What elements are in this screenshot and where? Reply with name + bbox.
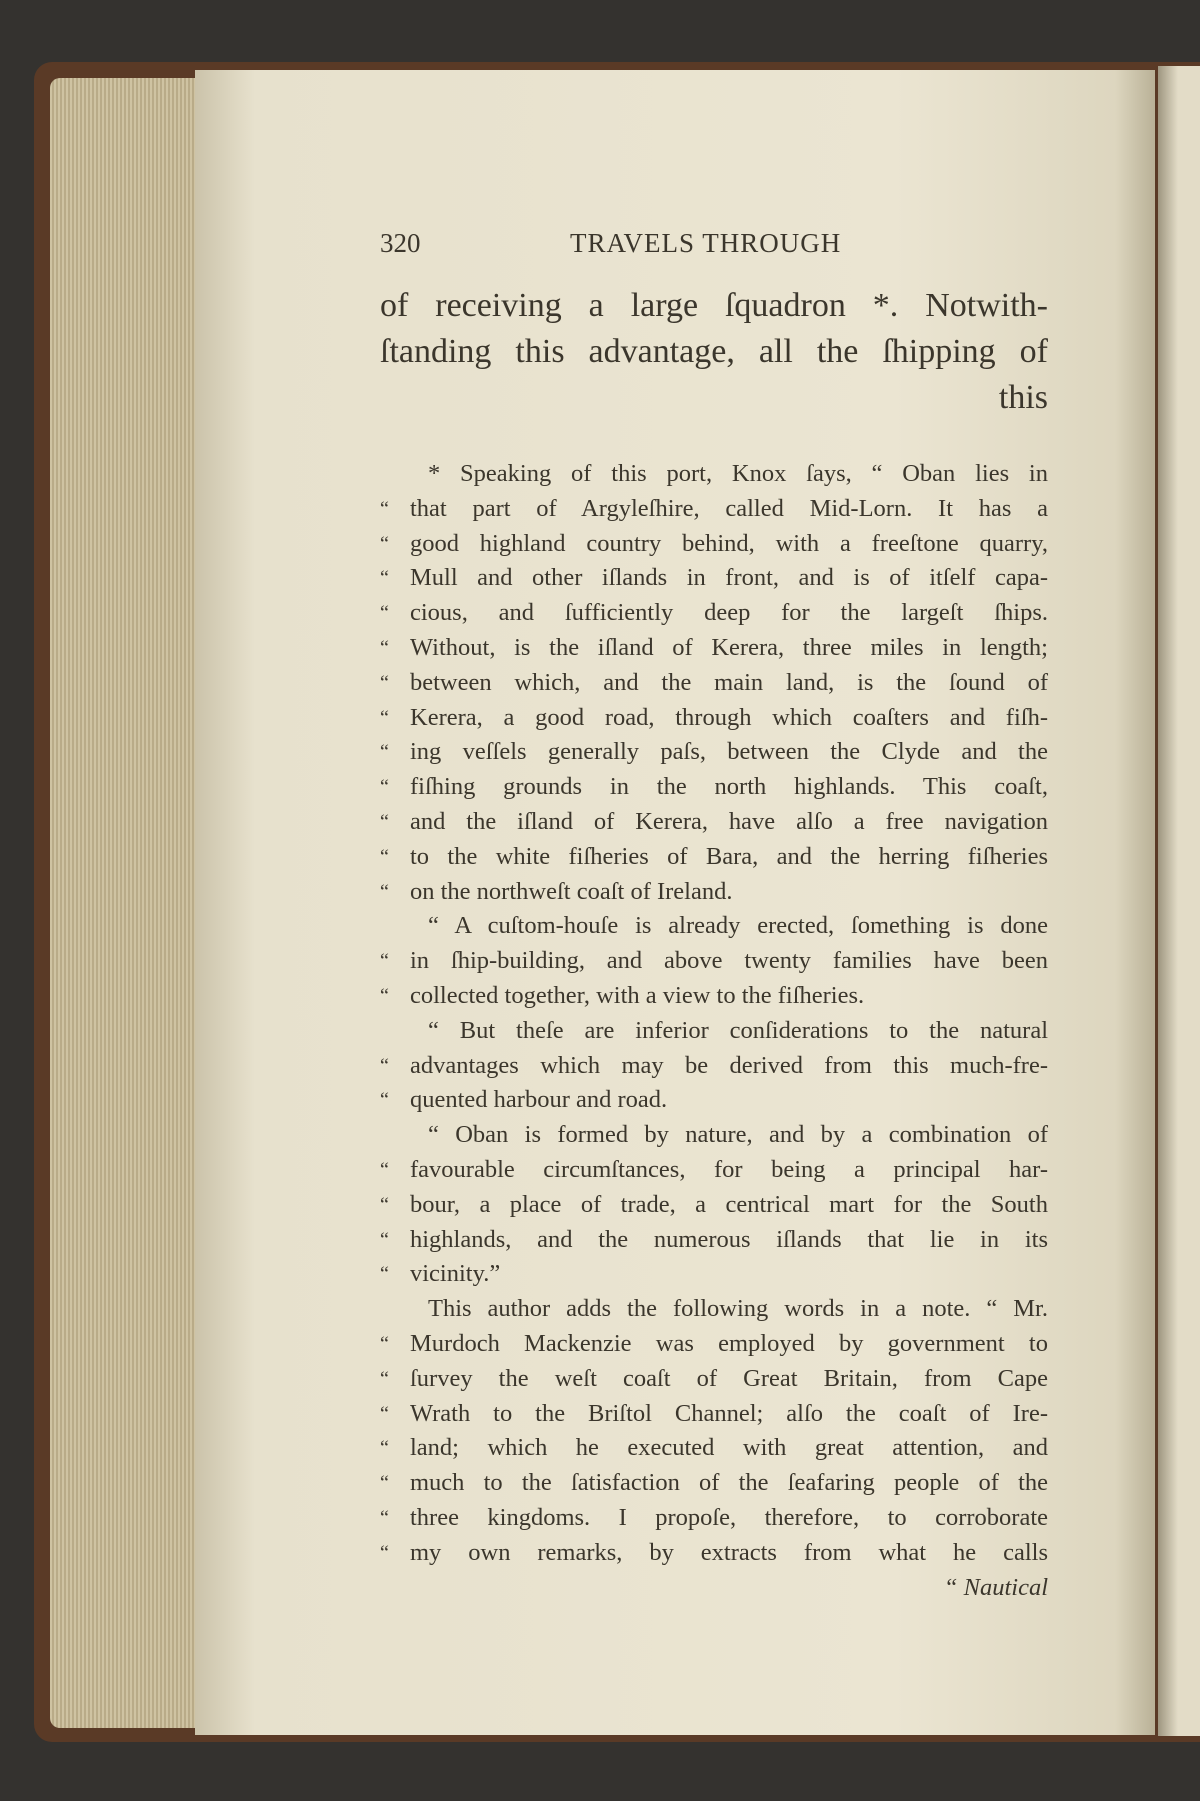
footnote-line bbox=[380, 1292, 1048, 1327]
footnote-text: Without, is the iſland of Kerera, three miles in length; bbox=[410, 633, 1048, 661]
quote-mark: “ bbox=[380, 950, 389, 973]
running-title: TRAVELS THROUGH bbox=[570, 228, 842, 258]
page-edges bbox=[50, 78, 210, 1728]
footnote-text: “ But theſe are inferior conſiderations to the natural bbox=[428, 1016, 1048, 1044]
quote-mark: “ bbox=[380, 1437, 389, 1460]
quote-mark: “ bbox=[380, 497, 389, 520]
footnote-line bbox=[380, 457, 1048, 492]
footnote-text: land; which he executed with great attention, and bbox=[410, 1434, 1048, 1462]
quote-mark: “ bbox=[380, 880, 389, 903]
footnote-text: good highland country behind, with a freeſtone quarry, bbox=[410, 529, 1048, 557]
quote-mark: “ bbox=[380, 532, 389, 555]
footnote-line bbox=[380, 1014, 1048, 1049]
footnote-text: “ Oban is formed by nature, and by a combination of bbox=[428, 1121, 1048, 1149]
quote-mark: “ bbox=[380, 1332, 389, 1355]
body-line: ſtanding this advantage, all the ſhipping of bbox=[380, 333, 1048, 370]
quote-mark: “ bbox=[380, 1541, 389, 1564]
footnote-text: that part of Argyleſhire, called Mid-Lorn. It has a bbox=[410, 494, 1048, 522]
quote-mark: “ bbox=[380, 1158, 389, 1181]
quote-mark: “ bbox=[380, 845, 389, 868]
footnote-text: Wrath to the Briſtol Channel; alſo the coaſt of Ire- bbox=[410, 1399, 1048, 1427]
footnote-line bbox=[380, 596, 1048, 631]
footnote-text: Murdoch Mackenzie was employed by government to bbox=[410, 1329, 1048, 1357]
quote-mark: “ bbox=[380, 810, 389, 833]
quote-mark: “ bbox=[380, 1193, 389, 1216]
footnote-text: highlands, and the numerous iſlands that lie in its bbox=[410, 1225, 1048, 1253]
footnote-line bbox=[380, 1536, 1048, 1571]
quote-mark: “ bbox=[380, 776, 389, 799]
footnote-text: ing veſſels generally paſs, between the Clyde and the bbox=[410, 738, 1048, 766]
facing-page-edge bbox=[1158, 66, 1200, 1736]
footnote-line bbox=[380, 1501, 1048, 1536]
quote-mark: “ bbox=[380, 1367, 389, 1390]
footnote-text: bour, a place of trade, a centrical mart for the South bbox=[410, 1190, 1048, 1218]
footnote-line bbox=[380, 1049, 1048, 1084]
footnote-line bbox=[380, 1431, 1048, 1466]
page-number: 320 bbox=[380, 228, 421, 258]
footnote-text: quented harbour and road. bbox=[410, 1086, 668, 1114]
quote-mark: “ bbox=[380, 1472, 389, 1495]
footnote-line bbox=[380, 770, 1048, 805]
footnote-line bbox=[380, 561, 1048, 596]
footnote-text: favourable circumſtances, for being a principal har- bbox=[410, 1155, 1048, 1183]
footnote-line bbox=[380, 1223, 1048, 1258]
quote-mark: “ bbox=[380, 984, 389, 1007]
footnote-line bbox=[380, 701, 1048, 736]
footnote-line bbox=[380, 527, 1048, 562]
footnote-line bbox=[380, 1083, 1048, 1118]
body-line: of receiving a large ſquadron *. Notwith- bbox=[380, 287, 1048, 324]
footnote-line bbox=[380, 1466, 1048, 1501]
footnote-text: Mull and other iſlands in front, and is of itſelf capa- bbox=[410, 564, 1048, 592]
footnote-line bbox=[380, 1188, 1048, 1223]
quote-mark: “ bbox=[380, 1089, 389, 1112]
quote-mark: “ bbox=[380, 1228, 389, 1251]
quote-mark: “ bbox=[380, 1263, 389, 1286]
footnote-text: between which, and the main land, is the ſound of bbox=[410, 668, 1048, 696]
catchword: “ Nautical bbox=[943, 1573, 1048, 1601]
footnote-text: Kerera, a good road, through which coaſters and fiſh- bbox=[410, 703, 1048, 731]
footnote-line bbox=[380, 735, 1048, 770]
body-text bbox=[380, 283, 1048, 421]
footnote-line bbox=[380, 666, 1048, 701]
footnote-line bbox=[380, 840, 1048, 875]
footnote-text: This author adds the following words in a note. “ Mr. bbox=[428, 1295, 1048, 1323]
footnote-text: fiſhing grounds in the north highlands. This coaſt, bbox=[410, 773, 1048, 801]
footnote-text: my own remarks, by extracts from what he calls bbox=[410, 1538, 1048, 1566]
footnote-line bbox=[380, 1397, 1048, 1432]
footnote-text: in ſhip-building, and above twenty families have been bbox=[410, 947, 1048, 975]
quote-mark: “ bbox=[380, 636, 389, 659]
quote-mark: “ bbox=[380, 1054, 389, 1077]
footnote-text: three kingdoms. I propoſe, therefore, to corroborate bbox=[410, 1503, 1048, 1531]
footnote-text: on the northweſt coaſt of Ireland. bbox=[410, 877, 733, 905]
footnote-text: vicinity.” bbox=[410, 1260, 501, 1288]
footnote-line bbox=[380, 944, 1048, 979]
footnote-text: “ A cuſtom-houſe is already erected, ſomething is done bbox=[428, 912, 1048, 940]
footnote-line bbox=[380, 875, 1048, 910]
body-line: this bbox=[998, 379, 1048, 416]
footnote-line bbox=[380, 909, 1048, 944]
footnote-text: and the iſland of Kerera, have alſo a free navigation bbox=[410, 807, 1048, 835]
footnote-text: much to the ſatisfaction of the ſeafaring people of the bbox=[410, 1469, 1048, 1497]
quote-mark: “ bbox=[380, 741, 389, 764]
footnote-text: collected together, with a view to the fiſheries. bbox=[410, 981, 865, 1009]
footnote-line bbox=[380, 1153, 1048, 1188]
footnote-line bbox=[380, 805, 1048, 840]
quote-mark: “ bbox=[380, 602, 389, 625]
quote-mark: “ bbox=[380, 1506, 389, 1529]
footnote bbox=[380, 457, 1048, 1605]
footnote-text: to the white fiſheries of Bara, and the herring fiſheries bbox=[410, 842, 1048, 870]
footnote-line bbox=[380, 1257, 1048, 1292]
quote-mark: “ bbox=[380, 706, 389, 729]
footnote-line bbox=[380, 1118, 1048, 1153]
footnote-line bbox=[380, 1327, 1048, 1362]
footnote-line bbox=[380, 1362, 1048, 1397]
footnote-text: ſurvey the weſt coaſt of Great Britain, from Cape bbox=[410, 1364, 1048, 1392]
quote-mark: “ bbox=[380, 567, 389, 590]
quote-mark: “ bbox=[380, 1402, 389, 1425]
footnote-text: cious, and ſufficiently deep for the largeſt ſhips. bbox=[410, 599, 1048, 627]
quote-mark: “ bbox=[380, 671, 389, 694]
footnote-text: advantages which may be derived from this much-fre- bbox=[410, 1051, 1048, 1079]
footnote-text: * Speaking of this port, Knox ſays, “ Oban lies in bbox=[428, 460, 1048, 487]
footnote-line bbox=[380, 979, 1048, 1014]
footnote-line bbox=[380, 631, 1048, 666]
footnote-line bbox=[380, 492, 1048, 527]
